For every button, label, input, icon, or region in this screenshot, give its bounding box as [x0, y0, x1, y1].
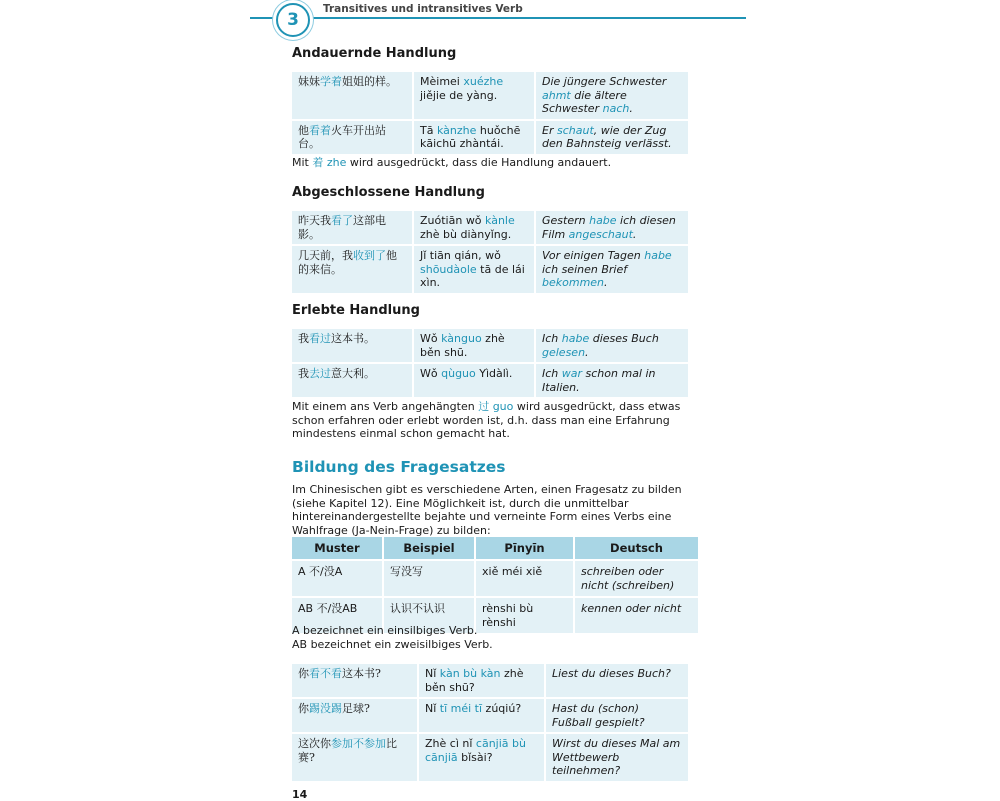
highlighted-term: schaut	[556, 123, 594, 137]
text-segment: 昨天我	[298, 214, 331, 227]
muster-cell: AB 不/没AB	[292, 598, 382, 633]
text-segment: 你	[298, 667, 309, 680]
text-segment: .	[585, 345, 589, 359]
text-segment: Nǐ	[425, 702, 440, 715]
text-segment: zúqiú?	[482, 702, 522, 715]
text-segment: 这部电影。	[298, 214, 386, 241]
highlighted-term: 学着	[320, 75, 342, 88]
chinese-cell	[292, 734, 417, 781]
highlighted-term: habe	[561, 332, 590, 345]
text-segment: .	[632, 227, 637, 241]
highlighted-term: qùguo	[441, 367, 476, 380]
german-cell	[536, 121, 688, 154]
german-cell	[536, 211, 688, 244]
text-segment: 这次你	[298, 737, 331, 750]
text-segment: Vor einigen Tagen	[542, 249, 645, 262]
text-segment: dieses Buch	[589, 332, 659, 345]
text-segment: 这本书。	[331, 332, 375, 345]
table-row	[292, 211, 688, 244]
text-segment: Wǒ	[420, 367, 442, 380]
section-heading-abgeschlossene: Abgeschlossene Handlung	[292, 185, 485, 200]
highlighted-term: tī méi tī	[439, 702, 483, 715]
highlighted-term: war	[561, 367, 583, 380]
text-segment: zhè běn shū?	[425, 667, 524, 694]
text-segment: 姐姐的样。	[342, 75, 397, 88]
pinyin-cell	[414, 121, 534, 154]
german-cell	[536, 72, 688, 119]
highlighted-term: kànle	[485, 214, 515, 227]
text-segment: Er	[542, 123, 557, 137]
pinyin-cell	[419, 699, 544, 732]
highlighted-term: 参加不参加	[331, 737, 386, 750]
page-number: 14	[292, 788, 308, 801]
pinyin-cell	[414, 329, 534, 362]
text-segment: Mit einem ans Verb angehängten	[292, 400, 479, 413]
muster-cell: A 不/没A	[292, 561, 382, 596]
text-segment: wird ausgedrückt, dass die Handlung andauert.	[346, 156, 612, 169]
table-row	[292, 699, 688, 732]
pinyin-cell	[419, 664, 544, 697]
chinese-cell	[292, 664, 417, 697]
highlighted-term: bekommen	[542, 276, 605, 289]
text-segment: die ältere Schwester	[542, 88, 627, 115]
german-cell	[546, 699, 688, 732]
text-segment: Wirst du dieses Mal am Wettbewerb teilnehmen?	[552, 737, 681, 777]
chinese-cell	[292, 211, 412, 244]
table-row	[292, 72, 688, 119]
text-segment: .	[629, 102, 633, 115]
text-segment: wird ausgedrückt, dass etwas schon erfahren oder erlebt worden ist, d.h. dass man eine Erfahrung mindestens einmal schon gemacht hat.	[292, 400, 681, 440]
text-segment: schon mal in Italien.	[542, 367, 656, 394]
text-segment: zhè běn shū.	[420, 332, 505, 359]
highlighted-term: 过 guo	[478, 400, 514, 413]
chinese-cell	[292, 699, 417, 732]
text-segment: huǒchē kāichū zhàntái.	[420, 123, 521, 150]
highlighted-term: 收到了	[353, 249, 386, 262]
text-segment: Yìdàlì.	[475, 367, 513, 380]
examples-fragesatz	[290, 662, 690, 783]
text-segment: Zuótiān wǒ	[420, 214, 486, 227]
text-segment: zhè bù diànyǐng.	[420, 227, 512, 241]
text-segment: Hast du (schon) Fußball gespielt?	[552, 702, 645, 729]
fragesatz-intro: Im Chinesischen gibt es verschiedene Arten, einen Fragesatz zu bilden (siehe Kapitel 12). Eine Möglichkeit ist, durch die unmittelbar hintereinandergestellte bejahte und verneinte Form eines Verbs eine Wahlfrage (Ja-Nein-Frage) zu bilden:	[292, 483, 682, 537]
highlighted-term: xuézhe	[463, 75, 504, 88]
text-segment: Mit	[292, 156, 313, 169]
text-segment: Mèimei	[420, 75, 464, 88]
text-segment: 他的来信。	[298, 249, 397, 276]
highlighted-term: 看了	[331, 214, 353, 227]
note-zweisilbig: AB bezeichnet ein zweisilbiges Verb.	[292, 638, 493, 651]
examples-erlebte	[290, 327, 690, 399]
pinyin-cell: rènshi bù rènshi	[476, 598, 573, 633]
text-segment: 他	[298, 123, 309, 137]
highlighted-term: kànguo	[441, 332, 482, 345]
highlighted-term: 看过	[309, 332, 331, 345]
beispiel-cell: 认识不认识	[384, 598, 474, 633]
text-segment: 妹妹	[298, 75, 320, 88]
text-segment: 你	[298, 702, 309, 715]
text-segment: tā de lái xìn.	[420, 262, 525, 289]
text-segment: Die jüngere Schwester	[542, 75, 667, 88]
highlighted-term: kàn bù kàn	[439, 667, 501, 680]
text-segment: 比赛?	[298, 737, 397, 764]
german-cell	[536, 329, 688, 362]
table-row	[292, 664, 688, 697]
chinese-cell	[292, 246, 412, 293]
highlighted-term: cānjiā bù cānjiā	[425, 737, 526, 764]
section-heading-erlebte: Erlebte Handlung	[292, 303, 420, 318]
chinese-cell	[292, 364, 412, 397]
text-segment: .	[604, 276, 608, 289]
text-segment: jiějie de yàng.	[420, 88, 498, 102]
highlighted-term: habe	[644, 249, 672, 262]
german-cell	[536, 364, 688, 397]
german-cell	[546, 664, 688, 697]
highlighted-term: 看不看	[309, 667, 342, 680]
highlighted-term: habe	[589, 214, 617, 227]
chinese-cell	[292, 329, 412, 362]
text-segment: Nǐ	[425, 667, 440, 680]
text-segment: bǐsài?	[457, 750, 493, 764]
text-segment: 足球?	[342, 702, 370, 715]
pinyin-cell	[414, 364, 534, 397]
section-heading-fragesatz: Bildung des Fragesatzes	[292, 458, 506, 476]
beispiel-cell: 写没写	[384, 561, 474, 596]
text-segment: Jǐ tiān qián, wǒ	[420, 249, 501, 262]
column-header: Beispiel	[384, 537, 474, 559]
column-header: Deutsch	[575, 537, 698, 559]
pinyin-cell: xiě méi xiě	[476, 561, 573, 596]
table-row	[292, 246, 688, 293]
highlighted-term: ahmt	[542, 88, 571, 102]
highlighted-term: angeschaut	[568, 227, 633, 241]
examples-abgeschlossene	[290, 209, 690, 295]
highlighted-term: 看着	[309, 123, 331, 137]
text-segment: ich diesen Film	[542, 214, 676, 241]
german-cell	[536, 246, 688, 293]
highlighted-term: 去过	[309, 367, 331, 380]
table-row	[292, 364, 688, 397]
table-row	[292, 121, 688, 154]
highlighted-term: shōudàole	[420, 262, 477, 276]
chinese-cell	[292, 121, 412, 154]
table-row	[292, 329, 688, 362]
text-segment: Liest du dieses Buch?	[552, 667, 671, 680]
table-row	[292, 561, 698, 596]
highlighted-term: 踢没踢	[309, 702, 342, 715]
text-segment: 几天前，我	[298, 249, 353, 262]
text-segment: Gestern	[542, 214, 590, 227]
note-einsilbig: A bezeichnet ein einsilbiges Verb.	[292, 624, 478, 637]
pinyin-cell	[414, 72, 534, 119]
text-segment: Tā	[420, 123, 437, 137]
table-row	[292, 734, 688, 781]
text-segment: Zhè cì nǐ	[425, 737, 476, 750]
text-segment: , wie der Zug den Bahnsteig verlässt.	[542, 123, 672, 150]
highlighted-term: nach	[602, 102, 630, 115]
examples-andauernde	[290, 70, 690, 156]
deutsch-cell: kennen oder nicht	[575, 598, 698, 633]
text-segment: Ich	[542, 367, 562, 380]
note-zhe	[292, 156, 694, 170]
deutsch-cell: schreiben oder nicht (schreiben)	[575, 561, 698, 596]
highlighted-term: kànzhe	[436, 123, 477, 137]
text-segment: 这本书?	[342, 667, 381, 680]
text-segment: ich seinen Brief	[542, 262, 628, 276]
text-segment: 火车开出站台。	[298, 123, 386, 150]
running-header-title: Transitives und intransitives Verb	[323, 3, 523, 15]
text-segment: Wǒ	[420, 332, 442, 345]
pinyin-cell	[414, 211, 534, 244]
text-segment: 意大利。	[331, 367, 375, 380]
text-segment: 我	[298, 367, 309, 380]
text-segment: Ich	[542, 332, 562, 345]
chapter-number-badge: 3	[276, 3, 310, 37]
german-cell	[546, 734, 688, 781]
column-header: Pīnyīn	[476, 537, 573, 559]
highlighted-term: gelesen	[542, 345, 586, 359]
pattern-table	[290, 535, 700, 635]
chinese-cell	[292, 72, 412, 119]
text-segment: 我	[298, 332, 309, 345]
section-heading-andauernde: Andauernde Handlung	[292, 46, 457, 61]
highlighted-term: 着 zhe	[312, 156, 347, 169]
note-guo	[292, 400, 694, 441]
header-rule	[250, 17, 746, 19]
column-header: Muster	[292, 537, 382, 559]
table-header-row	[292, 537, 698, 559]
pinyin-cell	[414, 246, 534, 293]
pinyin-cell	[419, 734, 544, 781]
